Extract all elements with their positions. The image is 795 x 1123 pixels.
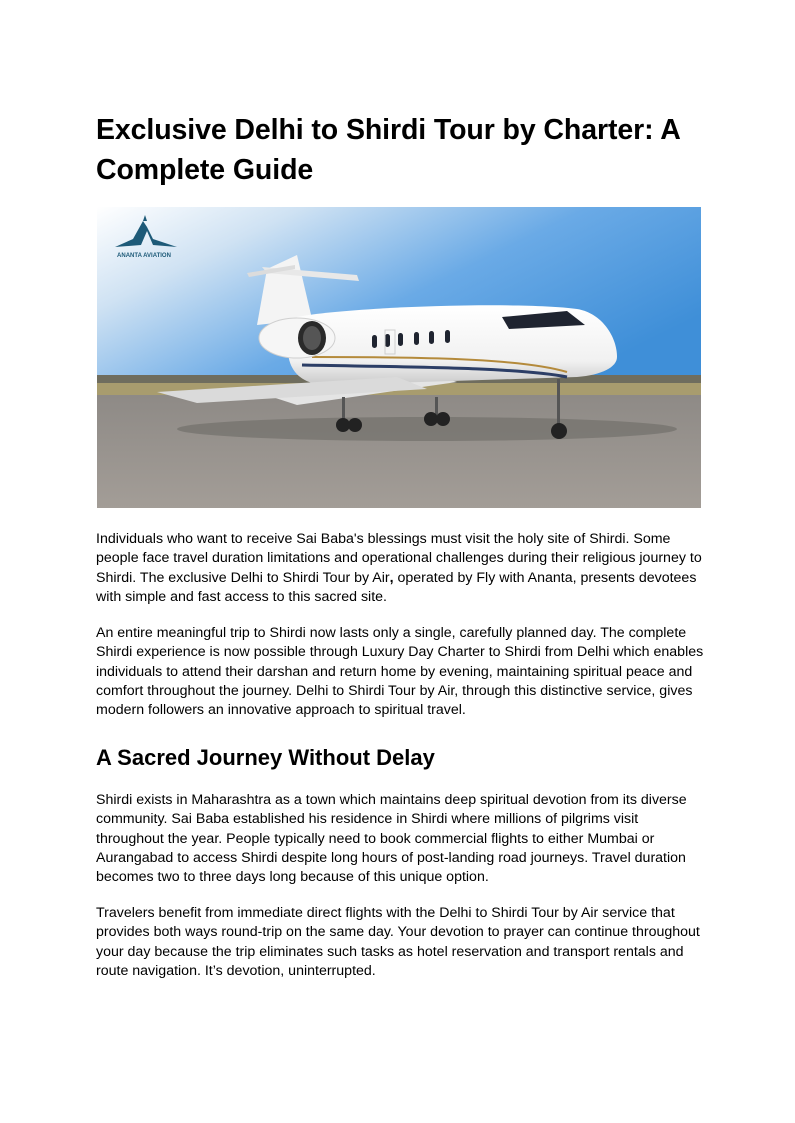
hero-image	[97, 207, 701, 508]
intro-paragraph-comma: ,	[389, 569, 394, 586]
intro-paragraph-a: Individuals who want to receive Sai Baba's blessings must visit the holy site of Shirdi. Some people face travel duration limitations and operational challenges during their religious journey to Shirdi. The exclusive Delhi to Shirdi Tour by Air	[96, 531, 702, 586]
second-paragraph: An entire meaningful trip to Shirdi now lasts only a single, carefully planned day. The complete Shirdi experience is now possible through Luxury Day Charter to Shirdi from Delhi which enables individuals to attend their darshan and return home by evening, maintaining spiritual peace and comfort throughout the journey. Delhi to Shirdi Tour by Air, through this distinctive service, gives modern followers an innovative approach to spiritual travel.	[96, 625, 704, 719]
intro-paragraph-b: operated by Fly with Ananta, presents devotees with simple and fast access to this sacred site.	[96, 569, 697, 605]
logo-text: ANANTA AVIATION	[117, 253, 171, 259]
section-heading: A Sacred Journey Without Delay	[96, 745, 435, 770]
intro-paragraph	[96, 530, 706, 607]
fourth-paragraph: Travelers benefit from immediate direct flights with the Delhi to Shirdi Tour by Air service that provides both ways round-trip on the same day. Your devotion to prayer can continue throughout your day because the trip eliminates such tasks as hotel reservation and transport rentals and route navigation. It’s devotion, uninterrupted.	[96, 905, 700, 979]
third-paragraph: Shirdi exists in Maharashtra as a town which maintains deep spiritual devotion from its diverse community. Sai Baba established his residence in Shirdi where millions of pilgrims visit throughout the year. People typically need to book commercial flights to either Mumbai or Aurangabad to access Shirdi despite long hours of post-landing road journeys. Travel duration becomes two to three days long because of this unique option.	[96, 792, 687, 886]
page-title: Exclusive Delhi to Shirdi Tour by Charter: A Complete Guide	[96, 114, 680, 186]
